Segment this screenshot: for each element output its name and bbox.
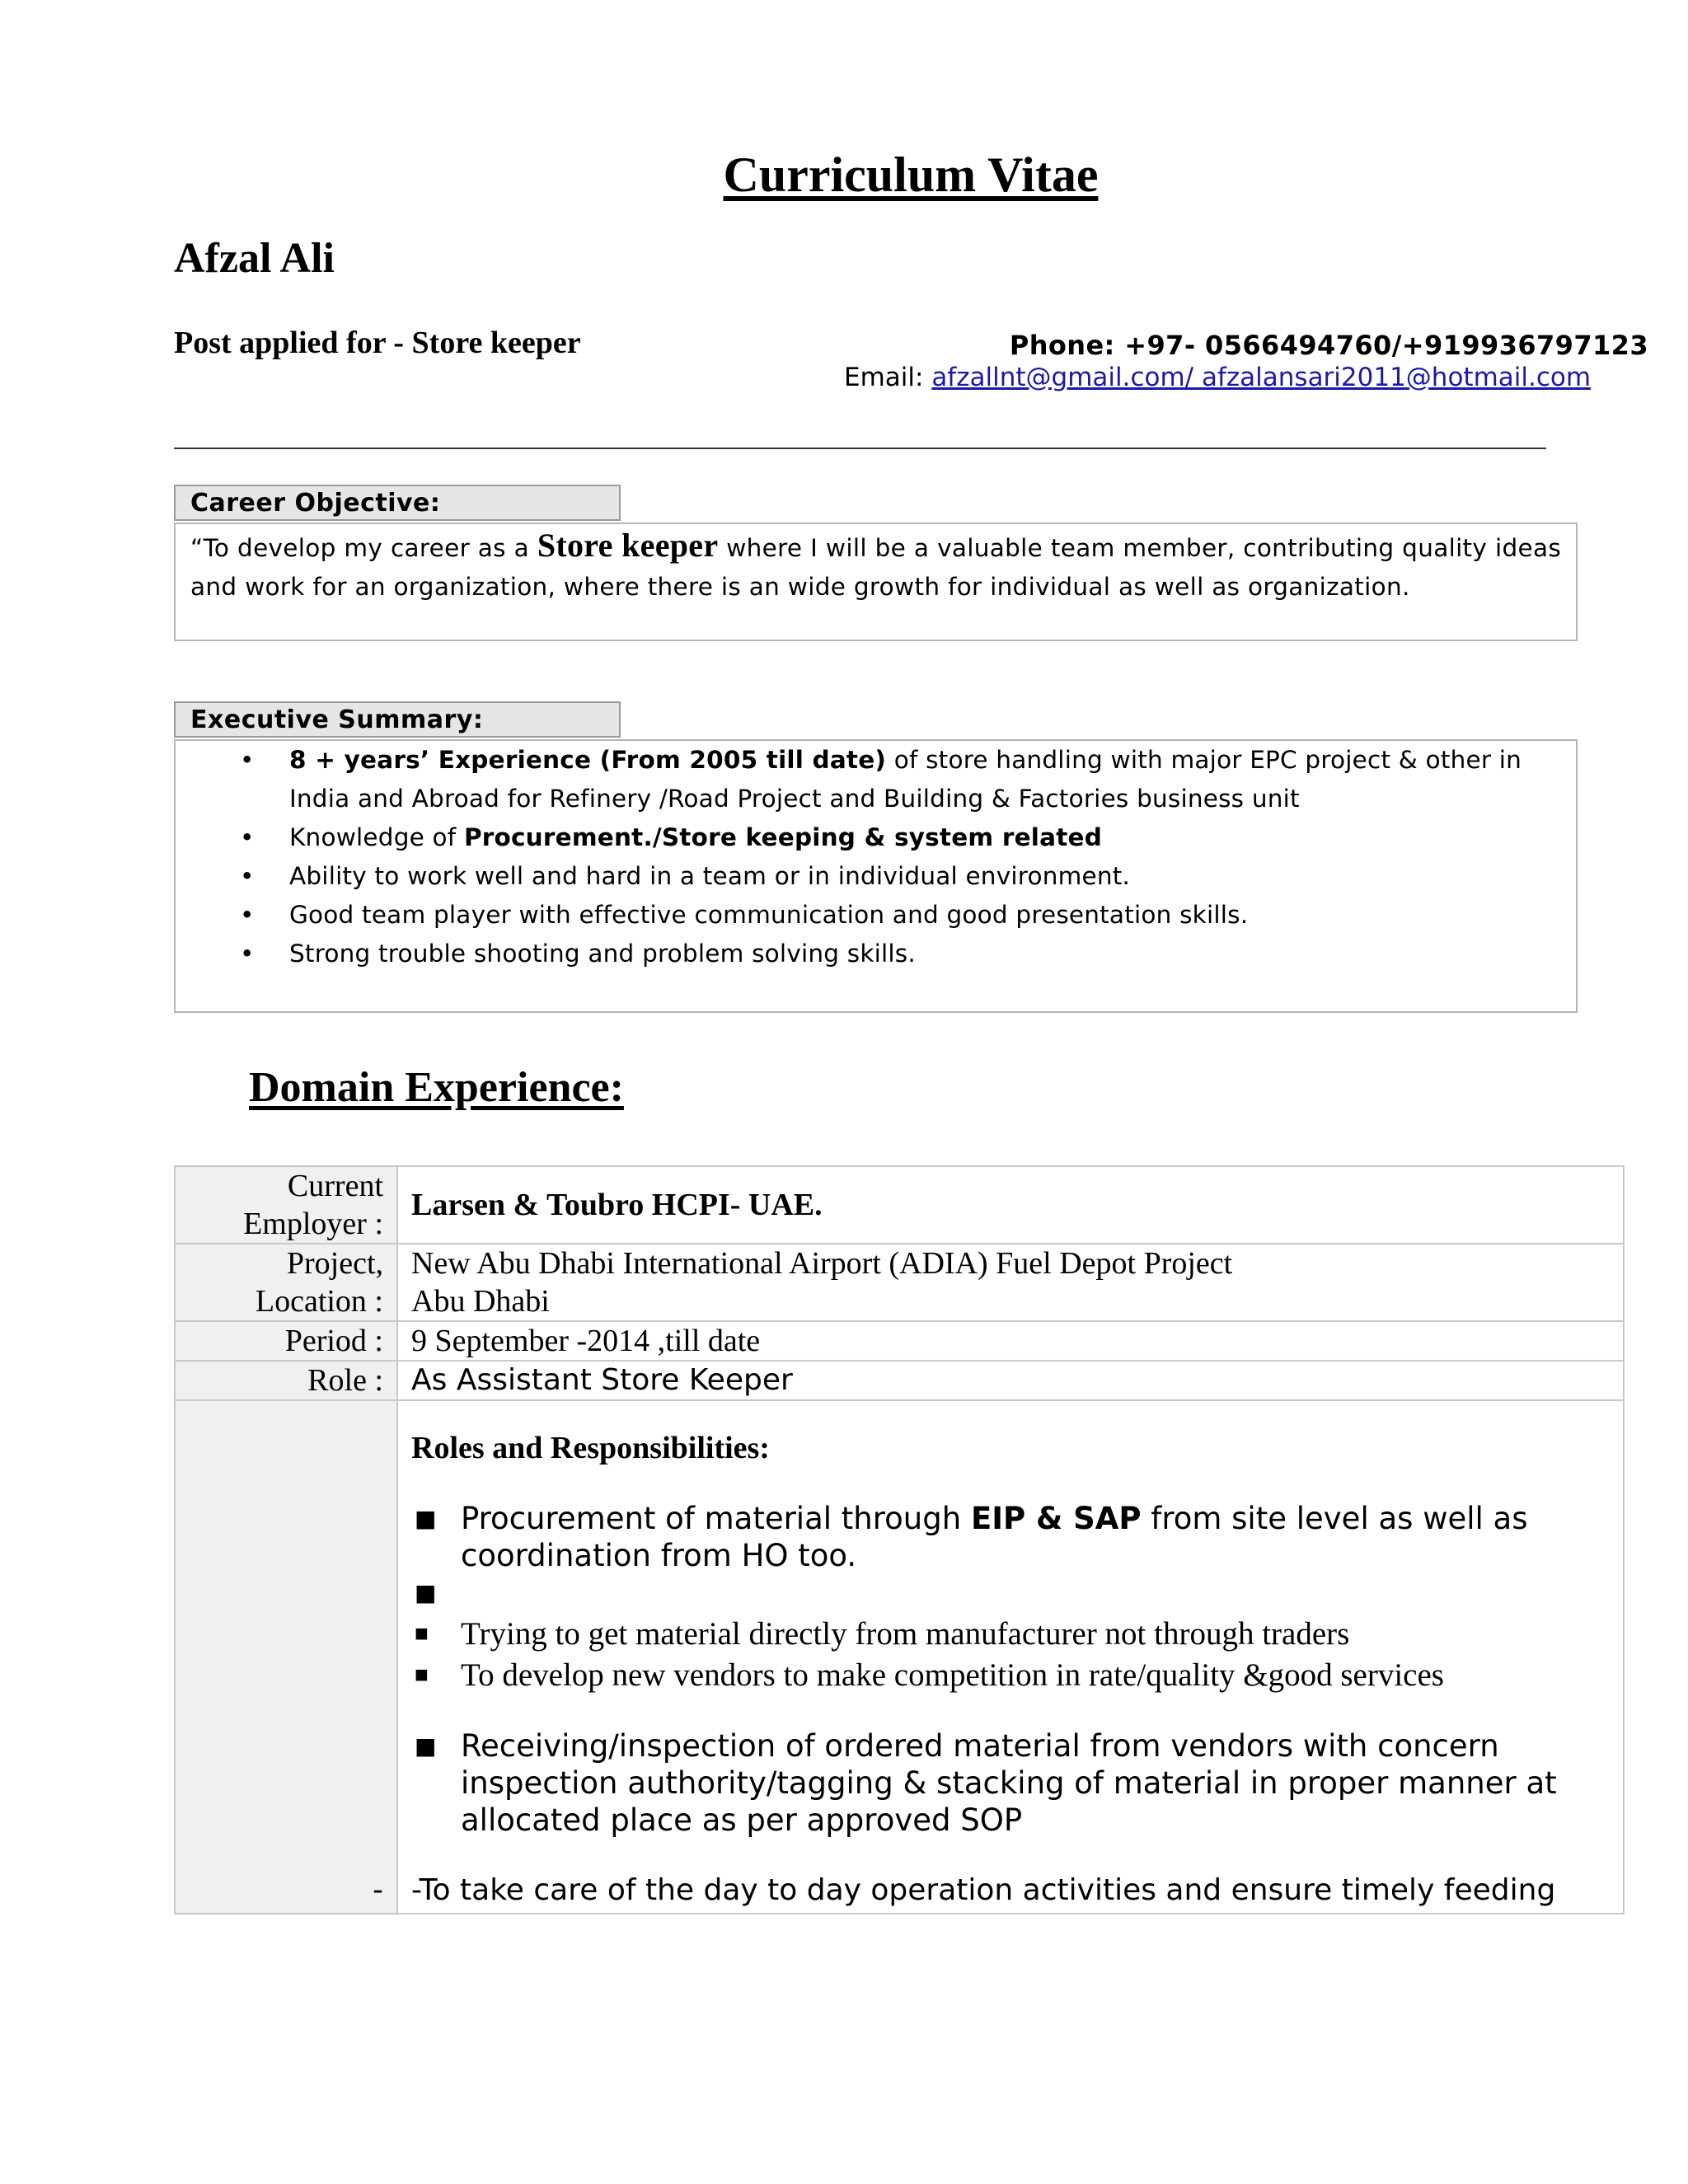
responsibilities-cell xyxy=(397,1400,1624,1914)
executive-summary-label: Executive Summary: xyxy=(174,701,621,738)
responsibility-text: from site level as well as coordination from HO too. xyxy=(461,1501,1528,1573)
summary-item xyxy=(176,935,1576,973)
email-line xyxy=(844,363,1591,392)
bullet-icon: • xyxy=(240,901,255,929)
objective-text-before: “To develop my career as a xyxy=(190,534,537,562)
objective-text-after: where I will be a valuable team member, contributing quality ideas and work for an organization, where there is an wide growth for individual as well as organization. xyxy=(190,534,1562,601)
responsibility-text: To develop new vendors to make competition in rate/quality &good services xyxy=(461,1657,1444,1693)
bullet-icon: • xyxy=(240,862,255,890)
bullet-icon: • xyxy=(240,940,255,968)
project-value xyxy=(397,1244,1624,1321)
employer-label-line1: Current xyxy=(287,1169,383,1203)
responsibility-bold: EIP & SAP xyxy=(970,1501,1142,1536)
project-label-line1: Project, xyxy=(286,1246,383,1281)
roles-title: Roles and Responsibilities: xyxy=(411,1431,770,1465)
square-bullet-icon: ■ xyxy=(415,1579,437,1606)
responsibility-item xyxy=(411,1500,1623,1574)
career-objective-box xyxy=(174,523,1578,641)
project-row xyxy=(175,1244,1624,1321)
role-value: As Assistant Store Keeper xyxy=(397,1361,1624,1400)
phone-number: Phone: +97- 0566494760/+919936797123 xyxy=(1009,330,1648,361)
document-title: Curriculum Vitae xyxy=(723,148,1099,202)
role-label: Role : xyxy=(175,1361,397,1400)
domain-experience-heading: Domain Experience: xyxy=(249,1064,624,1111)
employer-label-line2: Employer : xyxy=(243,1207,383,1241)
bullet-icon: • xyxy=(240,823,255,851)
project-label xyxy=(175,1244,397,1321)
period-row xyxy=(175,1321,1624,1361)
square-bullet-icon: ■ xyxy=(415,1621,429,1647)
role-row xyxy=(175,1361,1624,1400)
responsibilities-row xyxy=(175,1400,1624,1914)
period-value: 9 September -2014 ,till date xyxy=(397,1321,1624,1361)
objective-highlight: Store keeper xyxy=(537,527,719,564)
responsibility-last-line: -To take care of the day to day operation activities and ensure timely feeding xyxy=(411,1873,1556,1907)
project-value-line1: New Abu Dhabi International Airport (ADIA) Fuel Depot Project xyxy=(411,1246,1233,1281)
responsibility-item xyxy=(411,1727,1623,1839)
summary-item xyxy=(176,857,1576,896)
project-label-line2: Location : xyxy=(255,1284,383,1319)
career-objective-label: Career Objective: xyxy=(174,485,621,521)
summary-item-text: Knowledge of xyxy=(289,823,464,851)
summary-item xyxy=(176,741,1576,818)
employer-label xyxy=(175,1166,397,1244)
employer-row xyxy=(175,1166,1624,1244)
responsibility-text: Procurement of material through xyxy=(461,1501,971,1536)
square-bullet-icon: ■ xyxy=(415,1505,437,1532)
summary-item-bold: Procurement./Store keeping & system related xyxy=(463,823,1103,851)
email-label: Email: xyxy=(844,363,924,392)
responsibility-item xyxy=(411,1614,1623,1655)
square-bullet-icon: ■ xyxy=(415,1662,429,1688)
employer-value: Larsen & Toubro HCPI- UAE. xyxy=(397,1166,1624,1244)
responsibility-text: Receiving/inspection of ordered material from vendors with concern inspection authority/tagging & stacking of material in proper manner at allocated place as per approved SOP xyxy=(461,1728,1557,1838)
responsibility-item xyxy=(411,1655,1623,1696)
period-label: Period : xyxy=(175,1321,397,1361)
experience-table xyxy=(174,1165,1625,1915)
summary-item-text: of store handling with major EPC project & other in India and Abroad for Refinery /Road Project and Building & Factories business unit xyxy=(289,746,1522,813)
summary-item-bold: 8 + years’ Experience (From 2005 till date) xyxy=(289,746,887,774)
summary-item xyxy=(176,818,1576,857)
responsibility-item-empty xyxy=(411,1574,1623,1614)
summary-list xyxy=(176,741,1576,973)
project-value-line2: Abu Dhabi xyxy=(411,1284,550,1319)
summary-item-text: Ability to work well and hard in a team or in individual environment. xyxy=(289,862,1131,890)
summary-item xyxy=(176,896,1576,935)
executive-summary-box xyxy=(174,739,1578,1013)
responsibility-text: Trying to get material directly from manufacturer not through traders xyxy=(461,1616,1350,1652)
dash-marker: - xyxy=(373,1873,383,1907)
header-divider xyxy=(174,448,1546,449)
summary-item-text: Good team player with effective communication and good presentation skills. xyxy=(289,901,1249,929)
post-applied: Post applied for - Store keeper xyxy=(174,326,581,360)
email-link[interactable]: afzallnt@gmail.com/ afzalansari2011@hotmail.com xyxy=(931,363,1592,392)
summary-item-text: Strong trouble shooting and problem solving skills. xyxy=(289,940,916,968)
square-bullet-icon: ■ xyxy=(415,1732,437,1760)
candidate-name: Afzal Ali xyxy=(174,235,335,282)
bullet-icon: • xyxy=(240,746,255,774)
responsibilities-label-cell xyxy=(175,1400,397,1914)
